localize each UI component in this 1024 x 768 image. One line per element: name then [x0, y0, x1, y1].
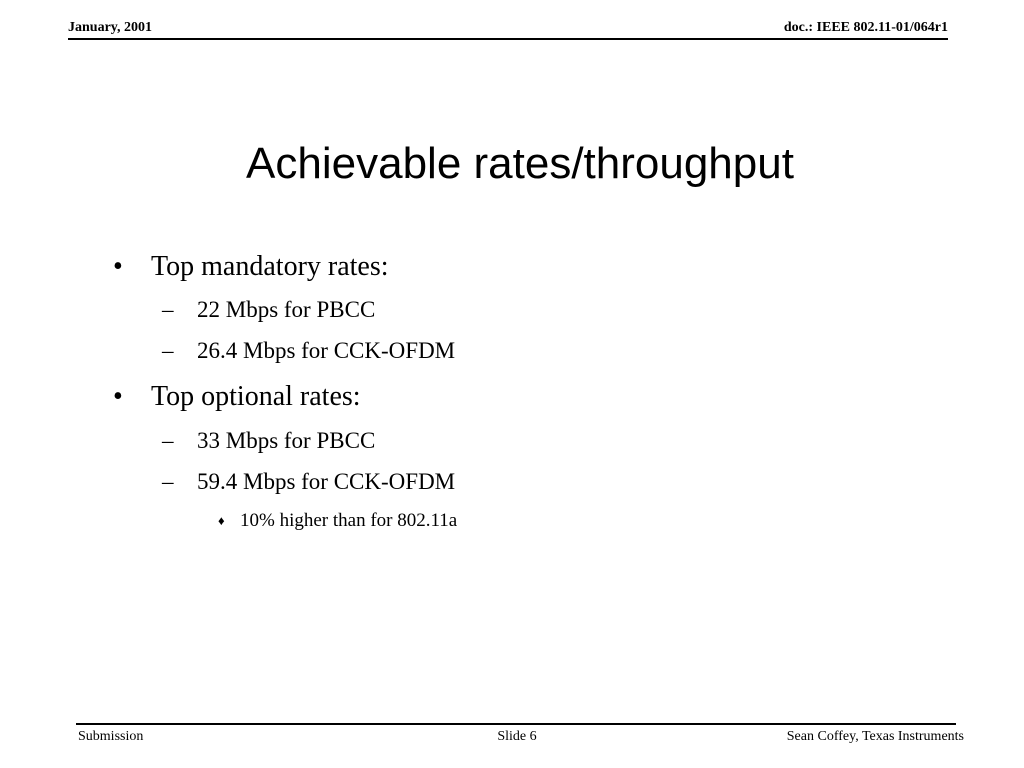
sub-bullet-text: 22 Mbps for PBCC: [197, 297, 376, 322]
sub-bullet-text: 59.4 Mbps for CCK-OFDM: [197, 469, 456, 494]
bullet-marker: •: [113, 381, 123, 412]
footer-submission: Submission: [78, 729, 144, 744]
bullet-marker: •: [113, 251, 123, 282]
diamond-bullet-icon: ♦: [218, 513, 225, 528]
footer-divider: [76, 723, 956, 725]
slide-title: Achievable rates/throughput: [246, 139, 794, 188]
header-date: January, 2001: [68, 20, 153, 35]
sub-bullet-marker: –: [162, 338, 174, 363]
sub-bullet-text: 33 Mbps for PBCC: [197, 428, 376, 453]
sub-bullet-marker: –: [162, 428, 174, 453]
header-doc-id: doc.: IEEE 802.11-01/064r1: [783, 20, 948, 35]
sub-bullet-text: 26.4 Mbps for CCK-OFDM: [197, 338, 456, 363]
sub-bullet-marker: –: [162, 297, 174, 322]
footer-author: Sean Coffey, Texas Instruments: [786, 729, 964, 744]
sub-sub-bullet-text: 10% higher than for 802.11a: [240, 510, 458, 531]
sub-bullet-marker: –: [162, 469, 174, 494]
bullet-text: Top optional rates:: [151, 381, 361, 412]
footer-slide-number: Slide 6: [497, 729, 537, 744]
bullet-text: Top mandatory rates:: [151, 251, 389, 282]
